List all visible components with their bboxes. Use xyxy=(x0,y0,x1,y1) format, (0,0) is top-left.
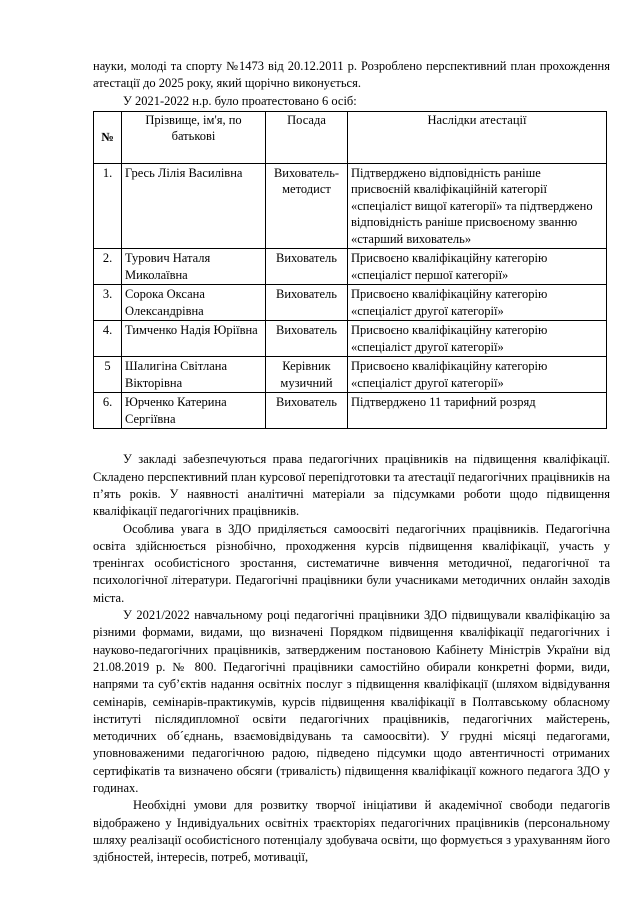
intro-paragraph: науки, молоді та спорту №1473 від 20.12.2011 р. Розроблено перспективний план прохождення атестації до 2025 року, який щорічно виконується. xyxy=(93,59,610,91)
table-header-row xyxy=(94,111,607,163)
document-page xyxy=(93,58,610,867)
body-paragraph-conditions: Необхідні умови для розвитку творчої ініціативи й академічної свободи педагогів відображено у Індивідуальних освітніх траєкторіях педагогічних працівників (персональному шляху реалізації особистісного потенціалу здобувача освіти, що формується з урахуванням його здібностей, інтересів, потреб, мотивації, xyxy=(93,798,610,865)
table-row xyxy=(94,357,607,393)
header-result: Наслідки атестації xyxy=(348,111,607,163)
row-number: 4. xyxy=(94,321,122,357)
body-paragraph-qualification: У 2021/2022 навчальному році педагогічні працівники ЗДО підвищували кваліфікацію за різними формами, видами, що визначені Порядком підвищення кваліфікації педагогічних і науково-педагогічних працівників, затвердженим постановою Кабінету Міністрів України від 21.08.2019 р. № 800. Педагогічні працівники самостійно обирали конкретні форми, види, напрями та суб’єктів надання освітніх послуг з підвищення кваліфікації (шляхом відвідування семінарів, семінарів-практикумів, курсів підвищення кваліфікації в Полтавському обласному інституті післядипломної освіти педагогічних працівників, педагогічних майстерень, методичних об´єднань, взаємовідвідувань та самоосвіти). У грудні місяці педагогами, уповноваженими педагогічною радою, підведено підсумки щодо автентичності отриманих сертифікатів та визначено обсяги (тривалість) підвищення кваліфікації кожного педагога ЗДО у годинах. xyxy=(93,608,610,796)
body-paragraph-self-education: Особлива увага в ЗДО приділяється самоосвіті педагогічних працівників. Педагогічна освіта здійснюється різнобічно, проходження курсів підвищення кваліфікації, участь у тренінгах особистісного зростання, систематичне вивчення методичної, педагогічної та психологічної літератури. Педагогічні працівники були учасниками методичних онлайн заходів міста. xyxy=(93,521,610,605)
header-position: Посада xyxy=(266,111,348,163)
row-name: Шалигіна Світлана Вікторівна xyxy=(122,357,266,393)
row-number: 2. xyxy=(94,249,122,285)
table-row xyxy=(94,249,607,285)
attestation-table xyxy=(93,111,607,430)
table-row xyxy=(94,321,607,357)
row-number: 5 xyxy=(94,357,122,393)
row-result: Присвоєно кваліфікаційну категорію «спеціаліст другої категорії» xyxy=(348,357,607,393)
row-name: Сорока Оксана Олександрівна xyxy=(122,285,266,321)
row-result: Присвоєно кваліфікаційну категорію «спеціаліст другої категорії» xyxy=(348,321,607,357)
body-paragraph-rights: У закладі забезпечуються права педагогічних працівників на підвищення кваліфікації. Складено перспективний план курсової перепідготовки та атестації педагогічних працівників на п’ять років. У наявності аналітичні матеріали за підсумками роботи щодо підвищення кваліфікації педагогічних працівників. xyxy=(93,452,610,519)
row-name: Юрченко Катерина Сергіївна xyxy=(122,393,266,429)
row-position: Вихователь xyxy=(266,285,348,321)
header-name: Прізвище, ім'я, по батькові xyxy=(122,111,266,163)
row-position: Вихователь-методист xyxy=(266,163,348,249)
row-number: 3. xyxy=(94,285,122,321)
table-row xyxy=(94,393,607,429)
row-number: 6. xyxy=(94,393,122,429)
row-name: Турович Наталя Миколаївна xyxy=(122,249,266,285)
intro-count-line: У 2021-2022 н.р. було проатестовано 6 осіб: xyxy=(123,93,357,108)
row-result: Присвоєно кваліфікаційну категорію «спеціаліст першої категорії» xyxy=(348,249,607,285)
row-result: Підтверджено відповідність раніше присвоєній кваліфікаційній категорії «спеціаліст вищої категорії» та підтверджено відповідність раніше присвоєному званню «старший вихователь» xyxy=(348,163,607,249)
row-position: Вихователь xyxy=(266,249,348,285)
row-result: Присвоєно кваліфікаційну категорію «спеціаліст другої категорії» xyxy=(348,285,607,321)
table-row xyxy=(94,285,607,321)
row-name: Гресь Лілія Василівна xyxy=(122,163,266,249)
header-number: № xyxy=(94,111,122,163)
row-number: 1. xyxy=(94,163,122,249)
row-position: Керівник музичний xyxy=(266,357,348,393)
row-result: Підтверджено 11 тарифний розряд xyxy=(348,393,607,429)
row-name: Тимченко Надія Юріївна xyxy=(122,321,266,357)
row-position: Вихователь xyxy=(266,321,348,357)
table-row xyxy=(94,163,607,249)
row-position: Вихователь xyxy=(266,393,348,429)
